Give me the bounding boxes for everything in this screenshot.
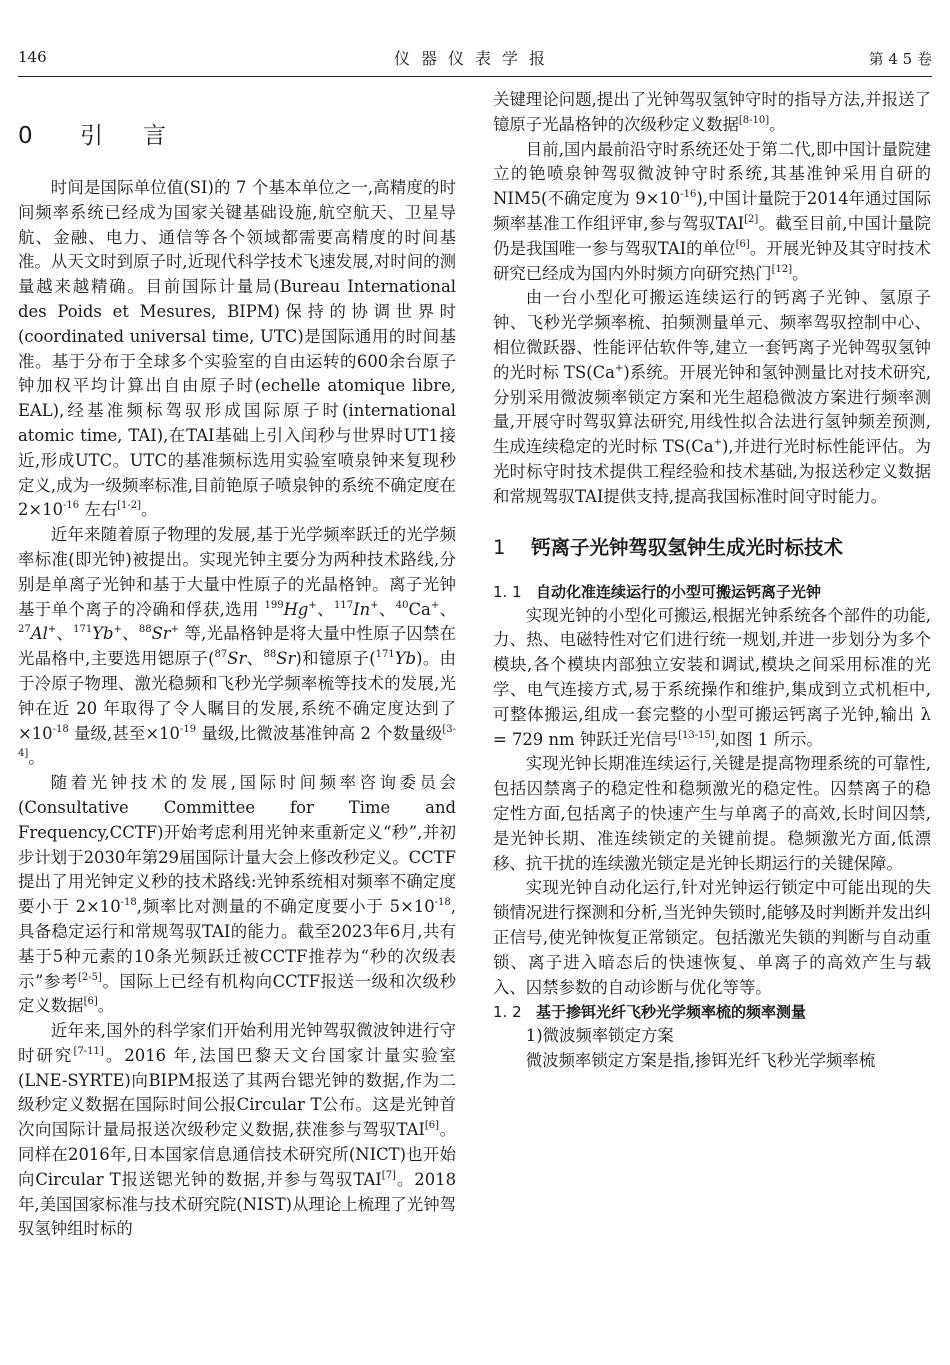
paragraph: 时间是国际单位值(SI)的 7 个基本单位之一,高精度的时间频率系统已经成为国家关键基础设施,航空航天、卫星导航、金融、电力、通信等各个领域都需要高精度的时间基准。从天文时到原子时,近现代科学技术飞速发展,对时间的测量越来越精确。目前国际计量局(Bureau International des Poids et Mesures, BIPM)保持的协调世界时(coordinated universal time, UTC)是国际通用的时间基准。基于分布于全球多个实验室的自由运转的600余台原子钟加权平均计算出自由原子时(echelle atomique libre, EAL),经基准频标驾驭形成国际原子时(international atomic time, TAI),在TAI基础上引入闰秒与世界时UT1接近,形成UTC。UTC的基准频标选用实验室喷泉钟来复现秒定义,成为一级频率标准,目前铯原子喷泉钟的系统不确定度在 $2\times 10^{-16}$ 左右[1-2]。: [18, 178, 456, 520]
paragraph: 关键理论问题,提出了光钟驾驭氢钟守时的指导方法,并报送了镱原子光晶格钟的次级秒定义数据[8-10]。: [493, 90, 931, 134]
section-heading-1: 1 钙离子光钟驾驭氢钟生成光时标技术: [493, 535, 844, 559]
paragraph: 目前,国内最前沿守时系统还处于第二代,即中国计量院建立的铯喷泉钟驾驭微波钟守时系统,其基准钟采用自研的NIM5(不确定度为 $9\times 10^{-16}$),中国计量院于2014年通过国际频率基准工作组评审,参与驾驭TAI[2]。截至目前,中国计量院仍是我国唯一参与驾驭TAI的单位[6]。开展光钟及其守时技术研究已经成为国内外时频方向研究热门[12]。: [493, 139, 931, 283]
citation: [7-11]: [73, 1045, 104, 1057]
citation: [13-15]: [678, 729, 715, 741]
paragraph: 微波频率锁定方案是指,掺铒光纤飞秒光学频率梳: [525, 1051, 876, 1071]
paragraph: 随着光钟技术的发展,国际时间频率咨询委员会(Consultative Committee for Time and Frequency,CCTF)开始考虑利用光钟来重新定义“秒”,并初步计划于2030年第29届国际计量大会上修改秒定义。CCTF提出了用光钟定义秒的技术路线:光钟系统相对频率不确定度要小于 $2\times 10^{-18}$,频率比对测量的不确定度要小于 $5\times 10^{-18}$,具备稳定运行和常规驾驭TAI的能力。截至2023年6月,共有基于5种元素的10条光频跃迁被CCTF推荐为“秒的次级表示”参考[2-5]。国际上已经有机构向CCTF报送一级和次级秒定义数据[6]。: [18, 773, 456, 1016]
citation: [3-4]: [18, 723, 456, 760]
volume-label: 第 4 5 卷: [868, 50, 932, 68]
citation: [6]: [83, 996, 98, 1008]
section-heading-intro: 0 引 言: [18, 123, 166, 149]
subsection-heading-1-2: 1. 2 基于掺铒光纤飞秒光学频率梳的频率测量: [493, 1003, 807, 1022]
citation: [6]: [424, 1120, 440, 1132]
paragraph: 近年来随着原子物理的发展,基于光学频率跃迁的光学频率标准(即光钟)被提出。实现光钟主要分为两种技术路线,分别是单离子光钟和基于大量中性原子的光晶格钟。离子光钟基于单个离子的冷确和俘获,选用 $^{199}$Hg+、$^{117}$In+、$^{40}$Ca+、$^{27}$Al+、$^{171}$Yb+、$^{88}$Sr+ 等,光晶格钟是将大量中性原子囚禁在光晶格中,主要选用锶原子($^{87}$Sr、$^{88}$Sr)和镱原子($^{171}$Yb)。由于冷原子物理、激光稳频和飞秒光学频率梳等技术的发展,光钟在近 20 年取得了令人瞩目的发展,系统不确定度达到了$\times 10^{-18}$ 量级,甚至$\times 10^{-19}$ 量级,比微波基准钟高 2 个数量级[3-4]。: [18, 525, 457, 768]
paragraph: 实现光钟自动化运行,针对光钟运行锁定中可能出现的失锁情况进行探测和分析,当光钟失锁时,能够及时判断并发出纠正信号,使光钟恢复正常锁定。包括激光失锁的判断与自动重锁、离子进入暗态后的快速恢复、单离子的高效产生与载入、囚禁参数的自动诊断与优化等等。: [493, 878, 931, 997]
page-number: 146: [18, 48, 47, 66]
paragraph: 由一台小型化可搬运连续运行的钙离子光钟、氢原子钟、飞秒光学频率梳、拍频测量单元、频率驾驭控制中心、相位微跃器、性能评估软件等,建立一套钙离子光钟驾驭氢钟的光时标 TS(Ca+)系统。开展光钟和氢钟测量比对技术研究,分别采用微波频率锁定方案和光生超稳微波方案进行频率测量,开展守时驾驭算法研究,用线性拟合法进行氢钟频差预测,生成连续稳定的光时标 TS(Ca+),并进行光时标性能评估。为光时标守时技术提供工程经验和技术基础,为报送秒定义数据和常规驾驭TAI提供支持,提高我国标准时间守时能力。: [493, 288, 932, 506]
subsection-heading-1-1: 1. 1 自动化准连续运行的小型可搬运钙离子光钟: [493, 582, 822, 601]
citation: [7]: [381, 1169, 396, 1181]
paragraph: 实现光钟的小型化可搬运,根据光钟系统各个部件的功能,力、热、电磁特性对它们进行统一规划,并进一步划分为多个模块,各个模块内部独立安装和调试,模块之间采用标准的光学、电气连接方式,易于系统操作和维护,集成到立式机柜中,可整体搬运,组成一套完整的小型可搬运钙离子光钟,输出 λ = 729 nm 钟跃迁光信号[13-15],如图 1 所示。: [493, 605, 931, 749]
citation: [2]: [744, 213, 759, 225]
citation: [1-2]: [117, 500, 142, 512]
citation: [8-10]: [738, 114, 770, 126]
citation: [12]: [771, 263, 793, 275]
right-column: [493, 88, 931, 1074]
paragraph: 实现光钟长期准连续运行,关键是提高物理系统的可靠性,包括囚禁离子的稳定性和稳频激光的稳定性。囚禁离子的稳定性方面,包括离子的快速产生与单离子的高效,长时间囚禁,是光钟长期、准连续锁定的关键前提。稳频激光方面,低漂移、抗干扰的连续激光锁定是光钟长期运行的关键保障。: [493, 754, 931, 873]
header-rule: [18, 76, 932, 77]
citation: [2-5]: [78, 971, 102, 983]
journal-name: 仪器仪表学报: [393, 49, 556, 68]
paragraph: 近年来,国外的科学家们开始利用光钟驾驭微波钟进行守时研究[7-11]。2016 年,法国巴黎天文台国家计量实验室(LNE-SYRTE)向BIPM报送了其两台锶光钟的数据,作为二级秒定义数据在国际时间公报Circular T公布。这是光钟首次向国际计量局报送次级秒定义数据,获准参与驾驭TAI[6]。同样在2016年,日本国家信息通信技术研究所(NICT)也开始向Circular T报送锶光钟的数据,并参与驾驭TAI[7]。2018 年,美国国家标准与技术研究院(NIST)从理论上梳理了光钟驾驭氢钟组时标的: [18, 1021, 457, 1239]
page-header: [18, 44, 932, 72]
paragraph-label: 1)微波频率锁定方案: [525, 1026, 674, 1046]
left-column: [18, 88, 456, 1242]
citation: [6]: [735, 238, 750, 250]
